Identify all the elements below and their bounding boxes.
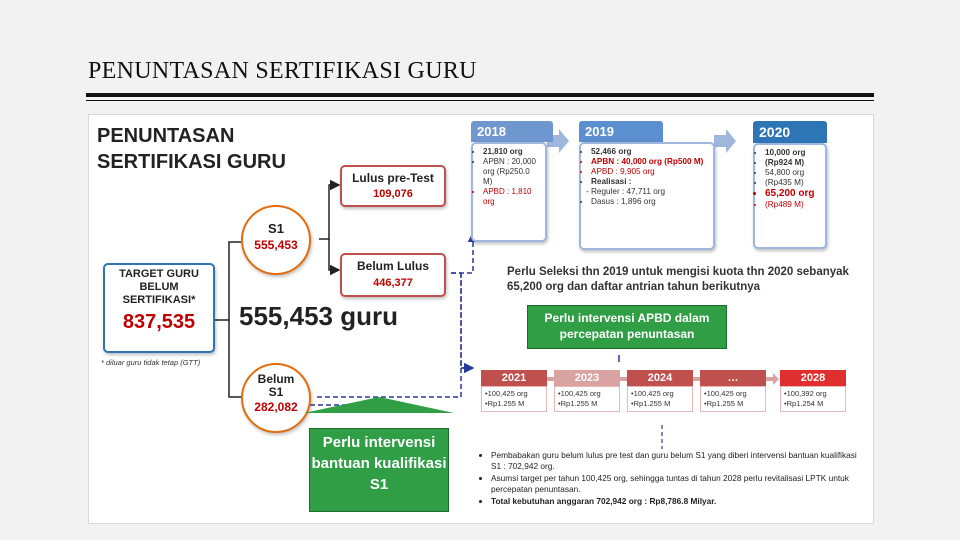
year-card-2020 (753, 121, 827, 247)
tl-2023-year: 2023 (554, 370, 620, 386)
y2020-item-1: • 10,000 org (765, 148, 821, 158)
lulus-value: 109,076 (373, 188, 413, 200)
center-total: 555,453 guru (239, 301, 398, 331)
timeline-ellipsis (700, 370, 766, 412)
y2019-item-5: - Reguler : 47,711 org (591, 187, 709, 197)
title-rule-thick (86, 93, 874, 97)
y2018-item-2: • APBN : 20,000 org (Rp250.0 M) (483, 157, 541, 187)
target-value: 837,535 (122, 311, 196, 333)
bottom-note-3: • Total kebutuhan anggaran 702,942 org : Rp8,786.8 Milyar. (491, 496, 861, 507)
y2019-item-3: • APBD : 9,905 org (591, 167, 709, 177)
bottom-note-1: • Pembabakan guru belum lulus pre test dan guru belum S1 yang diberi intervensi bantuan kualifikasi S1 : 702,942 org. (491, 450, 861, 472)
y2020-item-3: • 54,800 org (765, 168, 821, 178)
bantuan-arrow-head (304, 397, 454, 413)
belum-s1-label: Belum S1 (257, 372, 295, 399)
year-2018-label: 2018 (471, 121, 553, 142)
tl-2024-year: 2024 (627, 370, 693, 386)
tl-2021-year: 2021 (481, 370, 547, 386)
tl-ellipsis-org: •100,425 org (704, 389, 747, 398)
y2019-item-1: • 52,466 org (591, 147, 709, 157)
y2020-item-6: • (Rp489 M) (765, 200, 821, 210)
s1-label: S1 (268, 221, 284, 236)
y2020-item-4: • (Rp435 M) (765, 178, 821, 188)
y2019-item-6: • Dasus : 1,896 org (591, 197, 709, 207)
tl-2028-year: 2028 (780, 370, 846, 386)
belum-s1-value: 282,082 (254, 400, 298, 414)
apbd-banner: Perlu intervensi APBD dalam percepatan penuntasan (527, 305, 727, 349)
belum-s1-circle (241, 363, 311, 433)
title-rule-thin (86, 100, 874, 101)
y2018-item-1: • 21,810 org (483, 147, 541, 157)
bantuan-banner: Perlu intervensi bantuan kualifikasi S1 (309, 428, 449, 512)
y2020-item-5: • 65,200 org (765, 188, 821, 200)
y2020-item-2: • (Rp924 M) (765, 158, 821, 168)
belum-lulus-value: 446,377 (373, 277, 413, 289)
tl-2028-rp: •Rp1.254 M (784, 399, 824, 408)
timeline-2023 (554, 370, 620, 412)
tl-2023-org: •100,425 org (558, 389, 601, 398)
tl-2021-rp: •Rp1.255 M (485, 399, 525, 408)
target-label: TARGET GURU BELUM SERTIFIKASI* (119, 268, 199, 306)
tl-ellipsis-year: … (700, 370, 766, 386)
tl-2021-org: •100,425 org (485, 389, 528, 398)
tl-2024-org: •100,425 org (631, 389, 674, 398)
belum-lulus-box (340, 253, 446, 297)
tl-ellipsis-rp: •Rp1.255 M (704, 399, 744, 408)
timeline-2028 (780, 370, 846, 412)
year-card-2019 (579, 121, 715, 247)
lulus-label: Lulus pre-Test (352, 171, 434, 185)
bottom-note-2: • Asumsi target per tahun 100,425 org, sehingga tuntas di tahun 2028 perlu revitalisasi LPTK untuk percepatan penuntasan. (491, 473, 861, 495)
y2019-item-2: • APBN : 40,000 org (Rp500 M) (591, 157, 709, 167)
year-2019-label: 2019 (579, 121, 663, 142)
year-2020-label: 2020 (753, 121, 827, 143)
slide-title: PENUNTASAN SERTIFIKASI GURU (88, 58, 477, 84)
year-card-2018 (471, 121, 547, 241)
lulus-pretest-box (340, 165, 446, 207)
y2018-item-3: • APBD : 1,810 org (483, 187, 541, 207)
s1-value: 555,453 (254, 238, 298, 252)
tl-2024-rp: •Rp1.255 M (631, 399, 671, 408)
belum-lulus-label: Belum Lulus (356, 259, 429, 273)
bottom-notes (481, 450, 861, 508)
infographic-panel (88, 114, 874, 524)
y2019-item-4: • Realisasi : (591, 177, 709, 187)
panel-heading: PENUNTASAN SERTIFIKASI GURU (97, 125, 286, 173)
selection-note: Perlu Seleksi thn 2019 untuk mengisi kuota thn 2020 sebanyak 65,200 org dan daftar antrian tahun berikutnya (507, 266, 849, 293)
s1-circle (241, 205, 311, 275)
timeline-2021 (481, 370, 547, 412)
target-note: * diluar guru tidak tetap (GTT) (101, 358, 201, 367)
timeline-2024 (627, 370, 693, 412)
tl-2028-org: •100,392 org (784, 389, 827, 398)
target-box (103, 263, 215, 353)
tl-2023-rp: •Rp1.255 M (558, 399, 598, 408)
